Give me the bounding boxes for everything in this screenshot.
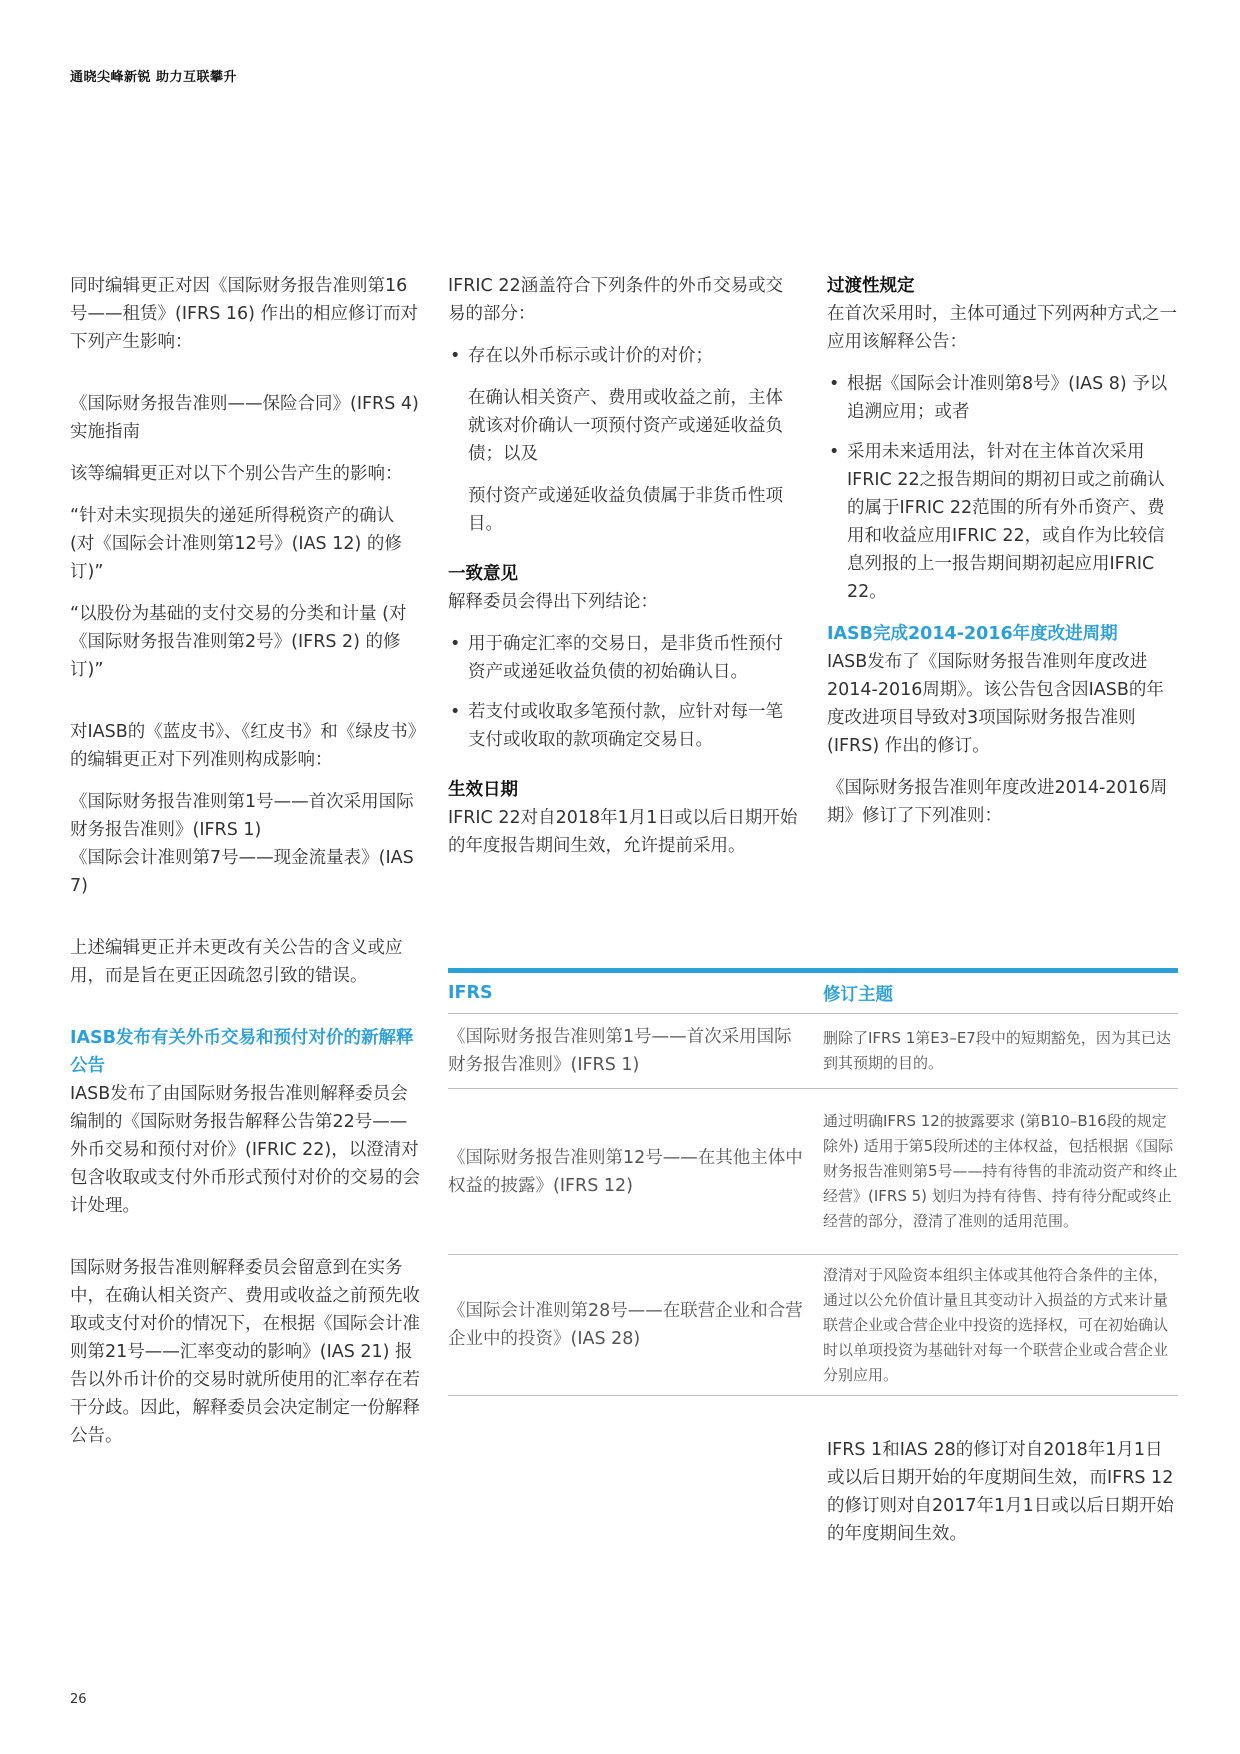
table-cell: 《国际会计准则第28号——在联营企业和合营企业中的投资》(IAS 28): [448, 1301, 803, 1349]
table-row: [448, 1255, 1178, 1396]
bullet-list: [448, 630, 798, 754]
table-cell: 澄清对于风险资本组织主体或其他符合条件的主体，通过以公允价值计量且其变动计入损益的方式来计量联营企业或合营企业中投资的选择权，可在初始确认时以单项投资为基础针对每一个联营企业或合营企业分别应用。: [823, 1265, 1169, 1384]
list-item: • 根据《国际会计准则第8号》(IAS 8) 予以追溯应用；或者: [827, 370, 1177, 426]
paragraph: 同时编辑更正对因《国际财务报告准则第16号——租赁》(IFRS 16) 作出的相应修订而对下列产生影响：: [70, 276, 419, 352]
section-heading: IASB完成2014-2016年度改进周期: [827, 624, 1118, 644]
table-cell: 《国际财务报告准则第1号——首次采用国际财务报告准则》(IFRS 1): [448, 1027, 792, 1075]
page-header: 通晓尖峰新锐 助力互联攀升: [70, 70, 238, 85]
section-heading: 过渡性规定: [827, 276, 915, 296]
paragraph: IASB发布了《国际财务报告准则年度改进2014-2016周期》。该公告包含因IASB的年度改进项目导致对3项国际财务报告准则 (IFRS) 作出的修订。: [827, 652, 1164, 756]
paragraph: 《国际财务报告准则年度改进2014-2016周期》修订了下列准则：: [827, 778, 1168, 826]
paragraph: IASB发布了由国际财务报告准则解释委员会编制的《国际财务报告解释公告第22号——外币交易和预付对价》(IFRIC 22)，以澄清对包含收取或支付外币形式预付对价的交易的会计处理。: [70, 1084, 420, 1216]
table-row: [448, 1014, 1178, 1089]
bullet-list: [448, 342, 798, 370]
table-header: [448, 973, 1178, 1014]
section-heading: IASB发布有关外币交易和预付对价的新解释公告: [70, 1028, 414, 1076]
table-cell: 删除了IFRS 1第E3–E7段中的短期豁免，因为其已达到其预期的目的。: [823, 1029, 1171, 1072]
paragraph: 上述编辑更正并未更改有关公告的含义或应用，而是旨在更正因疏忽引致的错误。: [70, 938, 403, 986]
paragraph: IFRS 1和IAS 28的修订对自2018年1月1日或以后日期开始的年度期间生效，而IFRS 12的修订则对自2017年1月1日或以后日期开始的年度期间生效。: [827, 1440, 1174, 1544]
list-item: • 若支付或收取多笔预付款，应针对每一笔支付或收取的款项确定交易日。: [448, 698, 798, 754]
column-left: [70, 272, 420, 1464]
table-header-cell: IFRS: [448, 983, 493, 1003]
list-item: • 采用未来适用法，针对在主体首次采用IFRIC 22之报告期间的期初日或之前确认的属于IFRIC 22范围的所有外币资产、费用和收益应用IFRIC 22，或自作为比较信息列报的上一报告期间期初起应用IFRIC 22。: [827, 438, 1177, 606]
paragraph: 《国际财务报告准则——保险合同》(IFRS 4) 实施指南: [70, 394, 419, 442]
paragraph: “以股份为基础的支付交易的分类和计量 (对《国际财务报告准则第2号》(IFRS 2) 的修订)”: [70, 604, 407, 680]
paragraph: 对IASB的《蓝皮书》、《红皮书》和《绿皮书》的编辑更正对下列准则构成影响：: [70, 722, 417, 770]
table-header-cell: 修订主题: [823, 984, 893, 1005]
paragraph: 在首次采用时，主体可通过下列两种方式之一应用该解释公告：: [827, 304, 1177, 352]
paragraph: 预付资产或递延收益负债属于非货币性项目。: [468, 486, 783, 534]
table-cell: 通过明确IFRS 12的披露要求 (第B10–B16段的规定除外) 适用于第5段所述的主体权益，包括根据《国际财务报告准则第5号——持有待售的非流动资产和终止经营》(IFRS 5) 划归为持有待售、持有待分配或终止经营的部分，澄清了准则的适用范围。: [823, 1112, 1178, 1230]
list-item: • 用于确定汇率的交易日，是非货币性预付资产或递延收益负债的初始确认日。: [448, 630, 798, 686]
paragraph: 《国际财务报告准则第1号——首次采用国际财务报告准则》(IFRS 1): [70, 792, 414, 840]
bullet-list: [827, 370, 1177, 606]
paragraph: 《国际会计准则第7号——现金流量表》(IAS 7): [70, 848, 414, 896]
paragraph: 解释委员会得出下列结论：: [448, 592, 658, 612]
paragraph: IFRIC 22对自2018年1月1日或以后日期开始的年度报告期间生效，允许提前采用。: [448, 808, 798, 856]
paragraph: 在确认相关资产、费用或收益之前，主体就该对价确认一项预付资产或递延收益负债；以及: [468, 388, 783, 464]
column-right: [827, 272, 1177, 844]
table-cell: 《国际财务报告准则第12号——在其他主体中权益的披露》(IFRS 12): [448, 1147, 803, 1196]
paragraph: 国际财务报告准则解释委员会留意到在实务中，在确认相关资产、费用或收益之前预先收取或支付对价的情况下，在根据《国际会计准则第21号——汇率变动的影响》(IAS 21) 报告以外币计价的交易时就所使用的汇率存在若干分歧。因此，解释委员会决定制定一份解释公告。: [70, 1258, 420, 1446]
column-middle: [448, 272, 798, 874]
paragraph: IFRIC 22涵盖符合下列条件的外币交易或交易的部分：: [448, 276, 784, 324]
page-number: 26: [70, 1692, 87, 1707]
table-row: [448, 1089, 1178, 1255]
amendments-table: [448, 968, 1178, 1396]
list-item: • 存在以外币标示或计价的对价；: [448, 342, 798, 370]
paragraph: “针对未实现损失的递延所得税资产的确认 (对《国际会计准则第12号》(IAS 12) 的修订)”: [70, 506, 402, 582]
section-heading: 一致意见: [448, 564, 518, 584]
section-heading: 生效日期: [448, 780, 518, 800]
paragraph: 该等编辑更正对以下个别公告产生的影响：: [70, 464, 403, 484]
